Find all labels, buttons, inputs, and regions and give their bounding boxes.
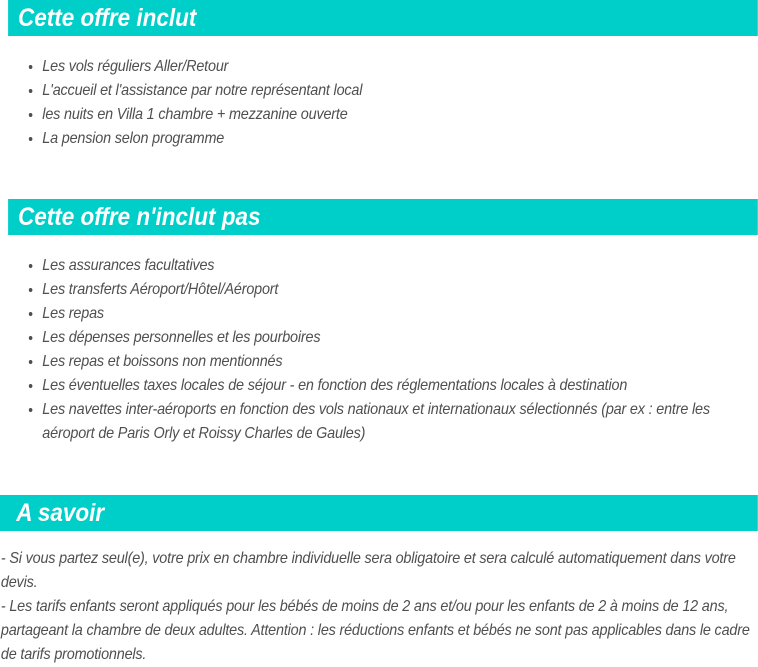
list-item: • Les vols réguliers Aller/Retour [42, 55, 758, 79]
list-item: • Les dépenses personnelles et les pourboires [42, 326, 758, 350]
section-included [0, 0, 758, 151]
note-paragraph: - Si vous partez seul(e), votre prix en chambre individuelle sera obligatoire et sera calculé automatiquement dans votre devis. [0, 550, 736, 591]
note-paragraph: - Les tarifs enfants seront appliqués pour les bébés de moins de 2 ans et/ou pour les enfants de 2 à moins de 12 ans, partageant la chambre de deux adultes. Attention : les réductions enfants et bébés ne sont pas applicables dans le cadre de tarifs promotionnels. [0, 598, 750, 663]
list-item: • L'accueil et l'assistance par notre représentant local [42, 79, 758, 103]
list-item: • Les éventuelles taxes locales de séjour - en fonction des réglementations locales à destination [42, 374, 758, 398]
not-included-list [0, 254, 758, 446]
list-item: • La pension selon programme [42, 127, 758, 151]
list-item: • Les navettes inter-aéroports en fonction des vols nationaux et internationaux sélectionnés (par ex : entre les aéroport de Paris Orly et Roissy Charles de Gaules) [42, 398, 758, 446]
list-item: • Les transferts Aéroport/Hôtel/Aéroport [42, 278, 758, 302]
section-included-header: Cette offre inclut [8, 0, 758, 36]
section-not-included [0, 199, 758, 446]
section-notes-header: A savoir [0, 495, 758, 531]
list-item: • les nuits en Villa 1 chambre + mezzanine ouverte [42, 103, 758, 127]
section-not-included-header: Cette offre n'inclut pas [8, 199, 758, 235]
list-item: • Les assurances facultatives [42, 254, 758, 278]
list-item: • Les repas [42, 302, 758, 326]
included-list [0, 55, 758, 151]
section-notes [0, 495, 758, 667]
notes-text [0, 547, 758, 667]
list-item: • Les repas et boissons non mentionnés [42, 350, 758, 374]
